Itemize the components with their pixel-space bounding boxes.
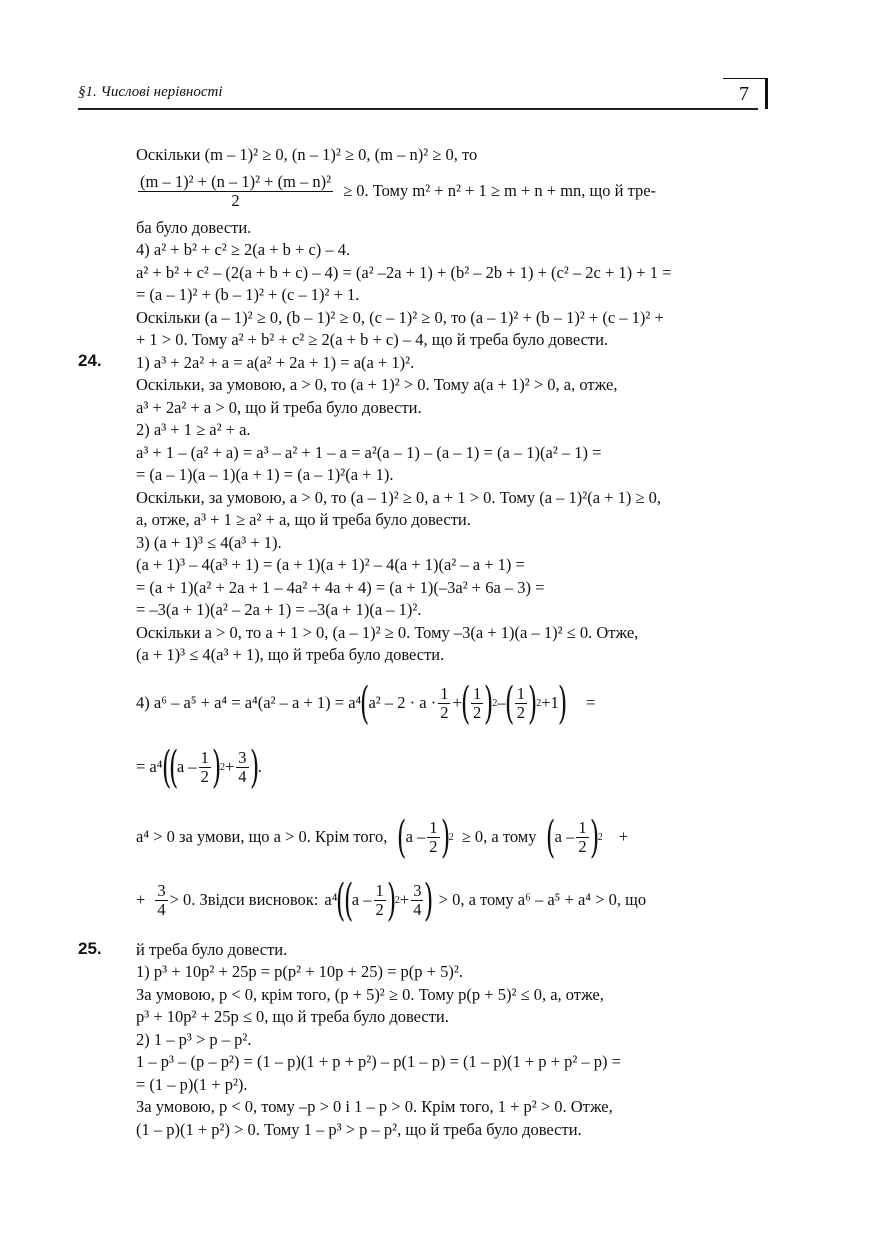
text-line: 2) 1 – p³ > p – p².: [136, 1029, 252, 1049]
text-segment: 4) a⁶ – a⁵ + a⁴ = a⁴(a² – a + 1) = a⁴: [136, 693, 362, 713]
text-segment: > 0. Звідси висновок:: [169, 890, 319, 910]
fraction-numerator: 1: [429, 818, 438, 837]
text-segment: ≥ 0, а тому: [461, 827, 537, 847]
fraction: [138, 173, 333, 210]
section-title: §1. Числові нерівності: [78, 84, 223, 100]
fraction-denominator: 4: [238, 767, 247, 786]
fraction-denominator: 2: [472, 703, 482, 722]
fraction-numerator: 3: [238, 748, 247, 767]
text-line: Оскільки, за умовою, a > 0, то (a + 1)² > 0. Тому a(a + 1)² > 0, а, отже,: [136, 375, 618, 394]
paren-open: (: [168, 741, 178, 793]
formula-line: 4) a⁶ – a⁵ + a⁴ = a⁴(a² – a + 1) = a⁴ ( a² – 2 · a · $\frac{1}{2}$ + ( $\frac{1}{2}$ ) 2 – ( $\frac{1}{2}$ ) 2 +1 ) =: [136, 677, 596, 729]
fraction: [515, 685, 527, 722]
fraction-numerator: 1: [375, 881, 384, 900]
fraction-numerator: 1: [516, 684, 526, 703]
text-line: 1) p³ + 10p² + 25p = p(p² + 10p + 25) = p(p + 5)².: [136, 962, 463, 981]
text-segment: =: [585, 693, 596, 713]
text-line: 4) a² + b² + c² ≥ 2(a + b + c) – 4.: [136, 240, 351, 259]
fraction: [427, 819, 439, 856]
text-segment: +: [618, 827, 629, 847]
text-segment: +: [224, 757, 235, 777]
text-line: За умовою, p < 0, крім того, (p + 5)² ≥ 0. Тому p(p + 5)² ≤ 0, а, отже,: [136, 984, 604, 1004]
fraction: [155, 882, 167, 919]
text-line: 2) a³ + 1 ≥ a² + a.: [136, 420, 251, 439]
paren-close: ): [527, 677, 538, 729]
fraction-numerator: 1: [440, 684, 449, 703]
paren-open: (: [161, 741, 171, 793]
fraction-denominator: 2: [516, 703, 526, 722]
paren-close: ): [589, 811, 599, 863]
text-segment: > 0, а тому a⁶ – a⁵ + a⁴ > 0, що: [438, 890, 647, 910]
text-line: й треба було довести.: [136, 939, 288, 959]
text-line: Оскільки (a – 1)² ≥ 0, (b – 1)² ≥ 0, (c – 1)² ≥ 0, то (a – 1)² + (b – 1)² + (c – 1)² +: [136, 307, 664, 327]
fraction-denominator: 2: [200, 767, 209, 786]
fraction-numerator: 1: [472, 684, 482, 703]
page-number: 7: [723, 78, 768, 109]
paren-open: (: [343, 874, 353, 926]
fraction-numerator: 1: [578, 818, 587, 837]
text-line: Оскільки a > 0, то a + 1 > 0, (a – 1)² ≥ 0. Тому –3(a + 1)(a – 1)² ≤ 0. Отже,: [136, 622, 639, 642]
text-line: За умовою, p < 0, тому –p > 0 і 1 – p > 0. Крім того, 1 + p² > 0. Отже,: [136, 1097, 613, 1116]
fraction: [438, 685, 450, 722]
fraction-denominator: 4: [413, 900, 422, 919]
fraction: [199, 749, 211, 786]
page-header: [78, 78, 768, 112]
formula-line: = a⁴ ( ( a – $\frac{1}{2}$ ) 2 + $\frac{3}{4}$ ) .: [136, 741, 262, 793]
problem-number-24: 24.: [78, 351, 102, 370]
solution-text: [136, 144, 768, 1141]
fraction-line: [136, 167, 768, 217]
text-segment: +: [452, 693, 462, 713]
text-segment: = a⁴: [136, 757, 163, 777]
paren-close: ): [440, 811, 450, 863]
text-segment: a² – 2 · a ·: [368, 693, 437, 713]
text-segment: a⁴ > 0 за умови, що a > 0. Крім того,: [136, 827, 388, 847]
problem-number-25: 25.: [78, 939, 102, 958]
text-segment: +: [136, 890, 146, 910]
paren-close: ): [211, 741, 222, 793]
paren-close: ): [386, 874, 397, 926]
fraction: [471, 685, 483, 722]
text-segment: .: [257, 757, 262, 777]
fraction-numerator: 3: [157, 881, 166, 900]
text-segment: a –: [176, 757, 197, 777]
fraction-denominator: 2: [440, 703, 449, 722]
text-segment: +1: [541, 693, 559, 713]
text-line: (1 – p)(1 + p²) > 0. Тому 1 – p³ > p – p², що й треба було довести.: [136, 1119, 582, 1139]
fraction-denominator: 2: [578, 837, 587, 856]
paren-close: ): [424, 874, 434, 926]
text-line: (a + 1)³ ≤ 4(a³ + 1), що й треба було довести.: [136, 645, 445, 664]
header-rule: [78, 108, 758, 110]
text-line: a² + b² + c² – (2(a + b + c) – 4) = (a² –2a + 1) + (b² – 2b + 1) + (c² – 2c + 1) + 1 =: [136, 262, 672, 282]
fraction: [576, 819, 588, 856]
text-line: = (a – 1)(a – 1)(a + 1) = (a – 1)²(a + 1).: [136, 465, 394, 484]
text-line: a³ + 2a² + a > 0, що й треба було довести.: [136, 397, 422, 417]
fraction-denominator: 2: [138, 191, 333, 210]
text-line: Оскільки, за умовою, a > 0, то (a – 1)² ≥ 0, a + 1 > 0. Тому (a – 1)²(a + 1) ≥ 0,: [136, 487, 662, 507]
fraction-denominator: 2: [375, 900, 384, 919]
text-line: 1 – p³ – (p – p²) = (1 – p)(1 + p + p²) – p(1 – p) = (1 – p)(1 + p + p² – p) =: [136, 1052, 621, 1071]
text-segment: –: [497, 693, 506, 713]
fraction-denominator: 2: [429, 837, 438, 856]
fraction-numerator: 1: [200, 748, 209, 767]
paren-open: (: [546, 811, 556, 863]
text-segment: a –: [405, 827, 426, 847]
text-line: (a + 1)³ – 4(a³ + 1) = (a + 1)(a + 1)² – 4(a + 1)(a² – a + 1) =: [136, 555, 525, 574]
text-line: + 1 > 0. Тому a² + b² + c² ≥ 2(a + b + c) – 4, що й треба було довести.: [136, 330, 609, 349]
text-line: Оскільки (m – 1)² ≥ 0, (n – 1)² ≥ 0, (m – n)² ≥ 0, то: [136, 145, 478, 164]
fraction: [374, 882, 386, 919]
text-line: а, отже, a³ + 1 ≥ a² + a, що й треба було довести.: [136, 510, 471, 529]
paren-open: (: [460, 677, 471, 729]
fraction: [236, 749, 248, 786]
fraction-numerator: (m – 1)² + (n – 1)² + (m – n)²: [140, 172, 332, 191]
fraction: [411, 882, 423, 919]
fraction-denominator: 4: [157, 900, 166, 919]
text-segment: +: [399, 890, 410, 910]
text-segment: a –: [351, 890, 372, 910]
paren-open: (: [397, 811, 407, 863]
paren-close: ): [249, 741, 259, 793]
text-line: = (a – 1)² + (b – 1)² + (c – 1)² + 1.: [136, 285, 360, 304]
paren-close: ): [557, 677, 568, 729]
formula-line: a⁴ > 0 за умови, що a > 0. Крім того, ( a – $\frac{1}{2}$ ) 2 ≥ 0, а тому ( a – $\frac{1}{2}$ ) 2 +: [136, 811, 629, 863]
text-line: 3) (a + 1)³ ≤ 4(a³ + 1).: [136, 532, 282, 552]
paren-open: (: [504, 677, 514, 729]
text-line: 1) a³ + 2a² + a = a(a² + 2a + 1) = a(a + 1)².: [136, 352, 415, 372]
text-segment: a⁴: [324, 890, 338, 910]
fraction-numerator: 3: [413, 881, 422, 900]
text-line: = –3(a + 1)(a² – 2a + 1) = –3(a + 1)(a – 1)².: [136, 600, 422, 619]
text-line: ба було довести.: [136, 217, 252, 237]
text-line: = (1 – p)(1 + p²).: [136, 1074, 248, 1094]
text-line: p³ + 10p² + 25p ≤ 0, що й треба було довести.: [136, 1007, 449, 1026]
text-line: = (a + 1)(a² + 2a + 1 – 4a² + 4a + 4) = (a + 1)(–3a² + 6a – 3) =: [136, 577, 545, 597]
formula-line: + $\frac{3}{4}$ > 0. Звідси висновок: a⁴ ( ( a – $\frac{1}{2}$ ) 2 + $\frac{3}{4}$ ) > 0, а тому a⁶ – a⁵ + a⁴ > 0, що: [136, 874, 647, 926]
paren-open: (: [360, 677, 370, 729]
text-segment: a –: [554, 827, 575, 847]
paren-open: (: [336, 874, 346, 926]
text-segment: ≥ 0. Тому m² + n² + 1 ≥ m + n + mn, що й тре-: [343, 181, 657, 201]
paren-close: ): [484, 677, 494, 729]
text-line: a³ + 1 – (a² + a) = a³ – a² + 1 – a = a²(a – 1) – (a – 1) = (a – 1)(a² – 1) =: [136, 442, 602, 462]
